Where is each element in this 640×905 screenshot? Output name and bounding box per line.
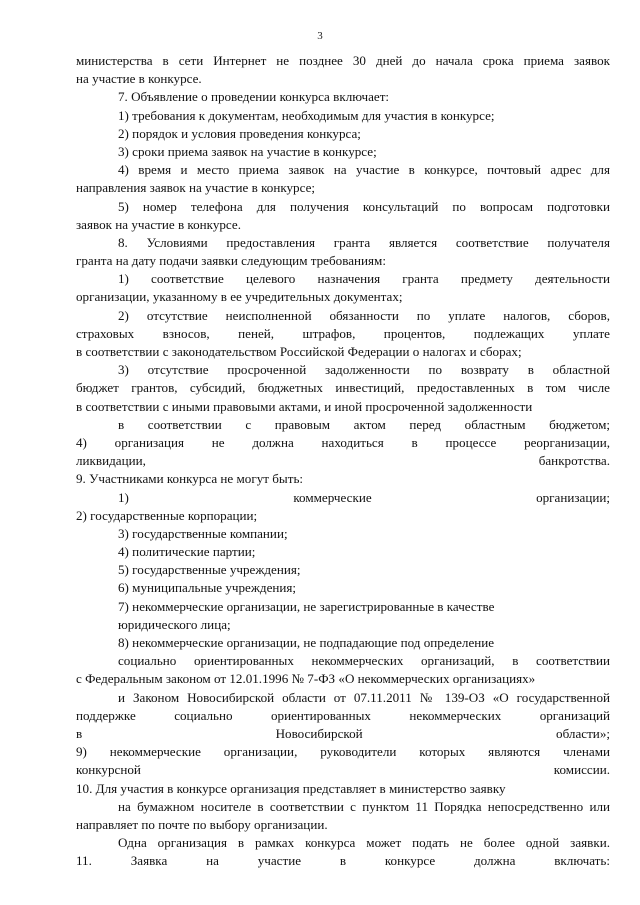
text-line: 3) отсутствие просроченной задолженности по возврату в областной — [118, 362, 610, 378]
text-line: в соответствии с правовым актом перед областным бюджетом; — [118, 416, 610, 432]
text-line: 1) требования к документам, необходимым для участия в конкурсе; — [118, 107, 495, 123]
text-line: на бумажном носителе в соответствии с пунктом 11 Порядка непосредственно или — [118, 798, 610, 814]
text-line: юридического лица; — [118, 616, 231, 632]
text-line: конкурсной комиссии. — [76, 762, 610, 778]
text-line: в Новосибирской области»; — [76, 725, 610, 741]
text-line: 1) коммерческие организации; — [118, 489, 610, 505]
text-line: организации, указанному в ее учредительных документах; — [76, 289, 403, 305]
text-line: 4) политические партии; — [118, 544, 256, 560]
text-line: в соответствии с законодательством Российской Федерации о налогах и сборах; — [76, 344, 522, 359]
text-line: 4) организация не должна находиться в процессе реорганизации, — [76, 434, 610, 450]
text-line: 2) государственные корпорации; — [76, 507, 258, 523]
text-line: 6) муниципальные учреждения; — [118, 580, 297, 596]
text-line: гранта на дату подачи заявки следующим требованиям: — [76, 253, 386, 269]
page-number: 3 — [317, 30, 323, 42]
text-line: с Федеральным законом от 12.01.1996 № 7-ФЗ «О некоммерческих организациях» — [76, 671, 536, 687]
text-line: 5) номер телефона для получения консультаций по вопросам подготовки — [118, 198, 610, 214]
text-line: ликвидации, банкротства. — [76, 453, 610, 469]
text-line: министерства в сети Интернет не позднее 30 дней до начала срока приема заявок — [76, 53, 610, 68]
text-line: Одна организация в рамках конкурса может подать не более одной заявки. — [118, 835, 610, 851]
text-line: 9) некоммерческие организации, руководители которых являются членами — [76, 744, 610, 760]
text-line: 9. Участниками конкурса не могут быть: — [76, 471, 304, 487]
text-line: 3) сроки приема заявок на участие в конкурсе; — [118, 143, 377, 159]
text-line: заявок на участие в конкурсе. — [76, 216, 241, 232]
text-line: поддержке социально ориентированных некоммерческих организаций — [76, 707, 610, 723]
text-line: 1) соответствие целевого назначения гранта предмету деятельности — [118, 271, 610, 287]
document-body — [76, 52, 610, 870]
text-line: направления заявок на участие в конкурсе; — [76, 180, 316, 196]
text-line: 7) некоммерческие организации, не зарегистрированные в качестве — [118, 598, 495, 614]
text-line: 8. Условиями предоставления гранта является соответствие получателя — [118, 234, 610, 250]
text-line: социально ориентированных некоммерческих организаций, в соответствии — [118, 653, 610, 669]
text-line: 5) государственные учреждения; — [118, 562, 301, 578]
text-line: 2) порядок и условия проведения конкурса; — [118, 125, 361, 141]
text-line: в соответствии с иными правовыми актами, и иной просроченной задолженности — [76, 398, 533, 414]
text-line: на участие в конкурсе. — [76, 71, 202, 87]
text-line: 4) время и место приема заявок на участие в конкурсе, почтовый адрес для — [118, 162, 610, 178]
text-line: 2) отсутствие неисполненной обязанности по уплате налогов, сборов, — [118, 307, 610, 323]
text-line: и Законом Новосибирской области от 07.11.2011 № 139-ОЗ «О государственной — [118, 689, 610, 705]
text-line: 11. Заявка на участие в конкурсе должна включать: — [76, 853, 610, 869]
text-line: 10. Для участия в конкурсе организация представляет в министерство заявку — [76, 780, 506, 796]
text-line: 7. Объявление о проведении конкурса включает: — [118, 89, 390, 105]
text-line: 8) некоммерческие организации, не подпадающие под определение — [118, 635, 495, 650]
text-line: страховых взносов, пеней, штрафов, процентов, подлежащих уплате — [76, 325, 610, 341]
text-line: бюджет грантов, субсидий, бюджетных инвестиций, предоставленных в том числе — [76, 380, 610, 396]
text-line: направляет по почте по выбору организации. — [76, 816, 328, 832]
text-line: 3) государственные компании; — [118, 525, 288, 541]
